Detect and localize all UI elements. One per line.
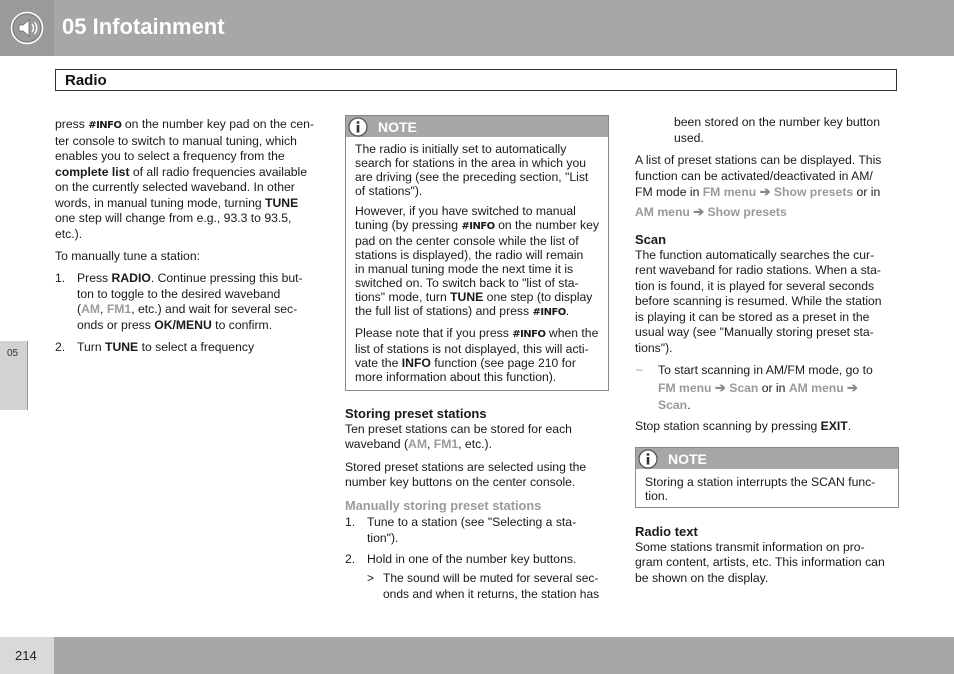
step-1 xyxy=(55,271,320,333)
step-number: 1. xyxy=(345,515,356,529)
step-number: 2. xyxy=(345,552,356,566)
text: or in xyxy=(853,185,881,199)
text: The function automatically searches the cur- xyxy=(635,247,875,262)
text: Some stations transmit information on pro- xyxy=(635,539,865,554)
menu-term: AM menu xyxy=(788,381,844,395)
text: one step will change from e.g., 93.3 to 93.5, xyxy=(55,211,292,225)
chapter-side-tab xyxy=(0,341,28,410)
side-tab-label: 05 xyxy=(7,348,19,359)
text: number key buttons on the center console. xyxy=(345,475,576,489)
page-number: 214 xyxy=(15,648,37,663)
text: Turn xyxy=(77,340,105,354)
text: when the xyxy=(545,326,599,340)
step-text xyxy=(77,340,320,356)
text: usual way (see "Manually storing preset sta- xyxy=(635,325,874,339)
text: Please note that if you press xyxy=(355,326,513,340)
text: ( xyxy=(77,302,82,316)
arrow-icon: ➔ xyxy=(847,380,858,395)
section-bar xyxy=(55,69,897,91)
speaker-icon xyxy=(10,11,44,45)
text: . Continue pressing this but- xyxy=(150,271,303,285)
info-key-symbol: #INFO xyxy=(88,120,122,131)
note-paragraph xyxy=(645,475,891,503)
text: etc.). xyxy=(55,226,83,241)
text: to confirm. xyxy=(211,317,273,332)
info-key-symbol: #INFO xyxy=(461,221,495,232)
text: is playing it can be stored as a preset in the xyxy=(635,309,870,324)
text: Stop station scanning by pressing xyxy=(635,419,821,433)
step-text xyxy=(367,552,610,568)
text: tions"). xyxy=(635,340,673,355)
column-3 xyxy=(635,153,903,356)
text: or in xyxy=(758,381,789,395)
paragraph-stop xyxy=(635,419,903,435)
text: search for stations in the area in which you xyxy=(355,156,587,170)
text: tion. xyxy=(645,489,669,503)
menu-term: FM1 xyxy=(106,302,132,316)
bold-term: INFO xyxy=(401,356,431,370)
paragraph-scan xyxy=(635,248,903,357)
menu-term: AM menu xyxy=(635,204,690,219)
menu-path xyxy=(635,204,903,221)
text: onds and when it returns, the station has xyxy=(383,586,600,601)
note-label: NOTE xyxy=(668,451,707,467)
result-continuation xyxy=(674,115,904,146)
radio-text-section xyxy=(635,524,903,586)
text: FM mode in xyxy=(635,185,703,199)
menu-term: FM menu xyxy=(702,185,757,199)
note-paragraph xyxy=(355,142,601,198)
text: . xyxy=(687,398,691,412)
step-number: 1. xyxy=(55,271,66,285)
chapter-header xyxy=(0,0,954,56)
text: gram content, artists, etc. This information can xyxy=(635,555,885,569)
bold-term: OK/MENU xyxy=(154,317,212,332)
paragraph-storing xyxy=(345,422,610,453)
manual-step-2 xyxy=(345,552,610,568)
heading-storing-presets: Storing preset stations xyxy=(345,406,487,421)
text: ter console to switch to manual tuning, which xyxy=(55,133,297,148)
bold-term: TUNE xyxy=(105,340,139,354)
paragraph-to-tune: To manually tune a station: xyxy=(55,249,200,263)
text: A list of preset stations can be displayed. This xyxy=(635,153,882,167)
text: Storing a station interrupts the SCAN func- xyxy=(645,475,876,489)
text: , xyxy=(100,302,107,316)
menu-term: Scan xyxy=(729,381,759,395)
heading-scan: Scan xyxy=(635,232,667,247)
note-box-scan xyxy=(635,447,899,508)
text: in manual tuning mode the next time it is xyxy=(355,262,574,276)
note-header xyxy=(346,116,608,137)
text: on the number key xyxy=(494,218,600,232)
info-icon xyxy=(638,449,658,469)
text: the full list of stations) and press xyxy=(355,304,533,318)
step-number: 2. xyxy=(55,340,66,354)
manual-step-result xyxy=(367,571,610,602)
text: of stations"). xyxy=(355,184,423,198)
stop-scan-paragraph xyxy=(635,419,903,435)
text: , etc.) and wait for several sec- xyxy=(131,302,298,316)
arrow-icon: ➔ xyxy=(693,203,705,219)
text: of all radio frequencies available xyxy=(129,164,308,179)
bold-term: TUNE xyxy=(450,290,484,304)
page-number-box xyxy=(0,637,54,674)
text: Tune to a station (see "Selecting a sta- xyxy=(367,515,577,529)
bold-term: RADIO xyxy=(111,271,151,285)
bold-term: complete list xyxy=(55,164,130,179)
scan-bullet xyxy=(635,362,903,414)
text: . xyxy=(847,419,852,433)
arrow-icon: ➔ xyxy=(759,184,771,199)
text: tion is found, it is played for several seconds xyxy=(635,278,875,293)
text: onds or press xyxy=(77,317,155,332)
text: on the number key pad on the cen- xyxy=(121,117,314,131)
text: switched on. To switch back to "list of sta- xyxy=(355,276,579,290)
heading-radio-text: Radio text xyxy=(635,524,698,539)
text: . xyxy=(565,304,570,318)
text: function (see page 210 for xyxy=(430,356,576,370)
paragraph-stored-selected xyxy=(345,460,610,491)
text: tion"). xyxy=(367,530,399,545)
text: been stored on the number key button xyxy=(674,115,880,129)
info-icon xyxy=(348,117,368,137)
info-key-symbol: #INFO xyxy=(532,307,566,318)
text: , xyxy=(426,437,434,451)
info-key-symbol: #INFO xyxy=(512,329,546,340)
text: enables you to select a frequency from the xyxy=(55,149,285,163)
text: be shown on the display. xyxy=(635,570,769,585)
note-body xyxy=(355,142,601,384)
arrow-icon: ➔ xyxy=(714,380,726,395)
menu-term: Show presets xyxy=(773,185,854,199)
text: words, in manual tuning mode, turning xyxy=(55,195,266,210)
menu-term: Show presets xyxy=(707,204,787,219)
text: pad on the center console while the list of xyxy=(355,234,579,248)
manual-step-1 xyxy=(345,515,610,546)
paragraph-preset-list xyxy=(635,153,903,201)
result-marker: > xyxy=(367,571,375,585)
note-paragraph xyxy=(355,326,601,384)
page-footer xyxy=(0,637,954,674)
bold-term: TUNE xyxy=(265,195,299,210)
text: waveband ( xyxy=(345,437,409,451)
text: tions" mode, turn xyxy=(355,290,451,304)
text: one step (to display xyxy=(483,290,593,304)
text: before scanning is resumed. While the station xyxy=(635,294,882,308)
bold-term: EXIT xyxy=(820,419,848,433)
chapter-icon-box xyxy=(0,0,54,56)
text: , etc.). xyxy=(458,437,493,451)
paragraph-radio-text xyxy=(635,540,903,587)
note-paragraph xyxy=(355,204,601,320)
column-1 xyxy=(55,117,320,265)
text: to select a frequency xyxy=(138,340,255,354)
text: To start scanning in AM/FM mode, go to xyxy=(658,363,873,377)
text: rent waveband for radio stations. When a sta- xyxy=(635,263,881,277)
menu-term: AM xyxy=(81,302,101,316)
step-text xyxy=(77,271,320,333)
column-2 xyxy=(345,406,610,513)
text: function can be activated/deactivated in AM/ xyxy=(635,168,873,183)
text: Hold in one of the number key buttons. xyxy=(367,552,577,566)
step-2 xyxy=(55,340,320,356)
menu-term: FM1 xyxy=(433,437,459,451)
note-body xyxy=(645,475,891,503)
section-title: Radio xyxy=(65,72,107,89)
subheading-manual-storing: Manually storing preset stations xyxy=(345,497,542,513)
text: tuning (by pressing xyxy=(355,218,462,232)
text: The radio is initially set to automatically xyxy=(355,142,567,156)
note-header xyxy=(636,448,898,469)
text: The sound will be muted for several sec- xyxy=(383,571,599,585)
menu-term: FM menu xyxy=(658,381,712,395)
text: used. xyxy=(674,130,704,145)
text: press xyxy=(55,117,89,131)
text: Ten preset stations can be stored for each xyxy=(345,421,572,436)
text: Stored preset stations are selected using the xyxy=(345,459,587,474)
note-label: NOTE xyxy=(378,119,417,135)
text: Press xyxy=(77,271,112,285)
text: list of stations is not displayed, this will acti- xyxy=(355,342,589,356)
bullet-text xyxy=(658,362,903,414)
text: are driving (see the preceding section, "List xyxy=(355,170,589,184)
text: However, if you have switched to manual xyxy=(355,204,576,218)
chapter-title: 05 Infotainment xyxy=(62,14,225,39)
text: stations is displayed), the radio will remain xyxy=(355,248,584,262)
text: more information about this function). xyxy=(355,370,557,384)
column-3-continuation xyxy=(674,115,904,146)
text: ton to toggle to the desired waveband xyxy=(77,286,281,301)
bullet-dash: – xyxy=(636,362,643,376)
paragraph-manual-tuning xyxy=(55,117,320,242)
text: vate the xyxy=(355,356,402,370)
step-text xyxy=(367,515,610,546)
result-text xyxy=(383,571,610,602)
menu-term: AM xyxy=(408,437,427,451)
menu-term: Scan xyxy=(658,398,688,412)
text: on the currently selected waveband. In other xyxy=(55,180,295,194)
note-box xyxy=(345,115,609,391)
